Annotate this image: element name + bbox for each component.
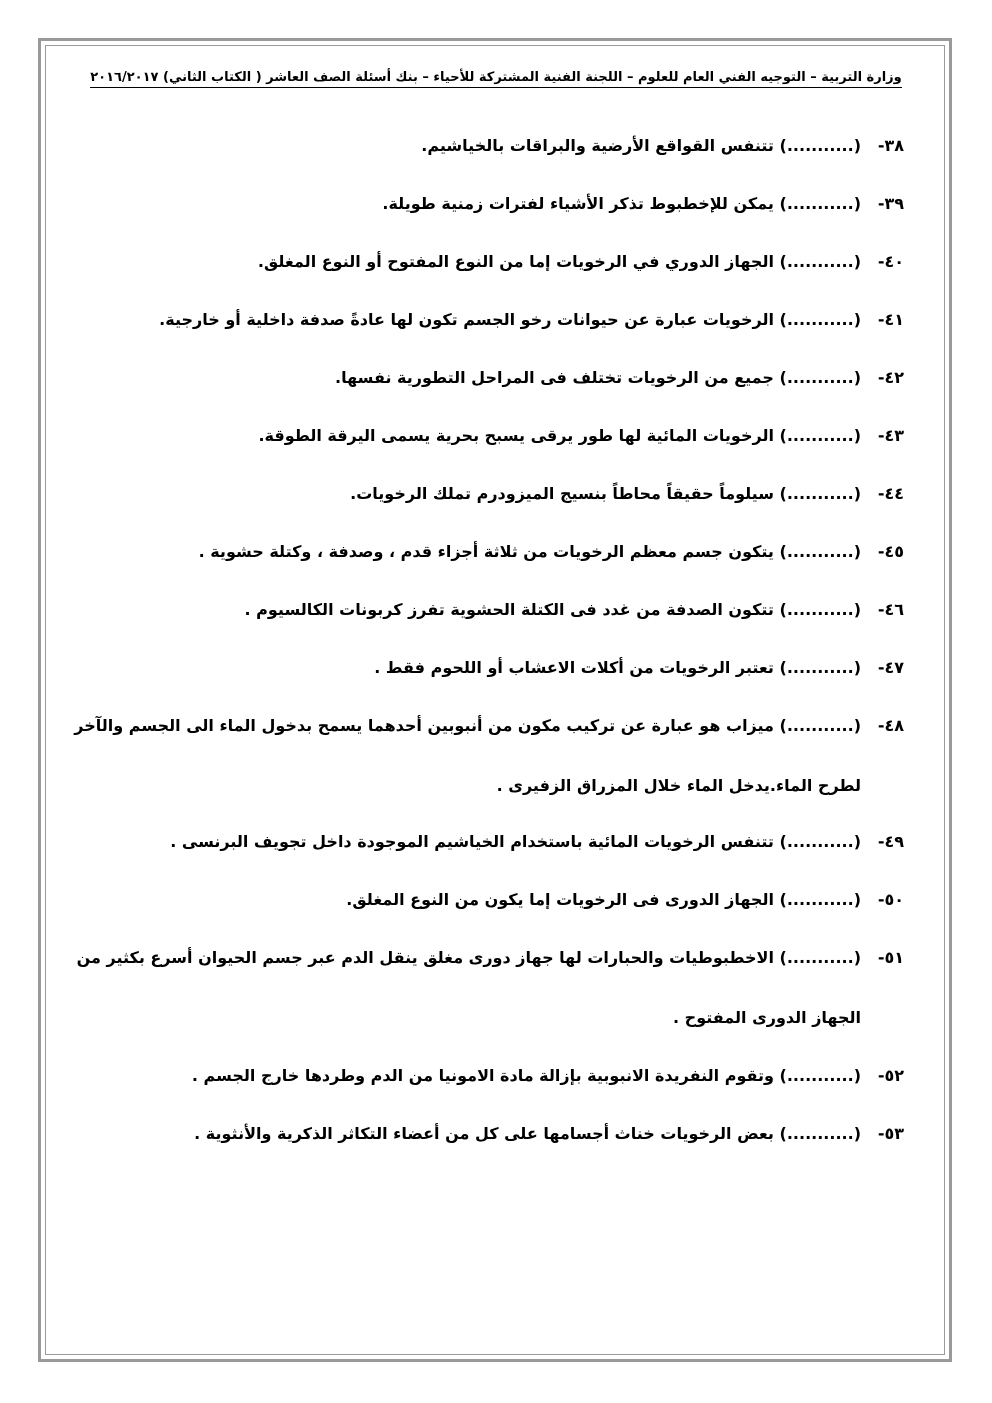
answer-blank[interactable]: (...........) xyxy=(779,136,861,155)
statement: جميع من الرخويات تختلف فى المراحل التطورية نفسها. xyxy=(335,368,774,387)
question-text xyxy=(245,600,861,620)
question-number: ٤٤- xyxy=(877,484,904,503)
question-number: ٥٣- xyxy=(877,1124,904,1143)
answer-blank[interactable]: (...........) xyxy=(779,542,861,561)
statement: يتكون جسم معظم الرخويات من ثلاثة أجزاء قدم ، وصدفة ، وكتلة حشوية . xyxy=(198,542,774,561)
question-text xyxy=(350,484,861,504)
answer-blank[interactable]: (...........) xyxy=(779,1066,861,1085)
answer-blank[interactable]: (...........) xyxy=(779,948,861,967)
statement: بعض الرخويات خناث أجسامها على كل من أعضاء التكاثر الذكرية والأنثوية . xyxy=(194,1124,774,1143)
statement: تتنفس الرخويات المائية باستخدام الخياشيم الموجودة داخل تجويف البرنسى . xyxy=(170,832,774,851)
question-number: ٤٢- xyxy=(877,368,904,387)
question-number: ٣٩- xyxy=(877,194,904,213)
question-number: ٤٣- xyxy=(877,426,904,445)
question-text xyxy=(335,368,861,388)
page-header xyxy=(0,66,992,88)
question-text xyxy=(346,890,861,910)
statement: الرخويات عبارة عن حيوانات رخو الجسم تكون لها عادةً صدفة داخلية أو خارجية. xyxy=(159,310,774,329)
answer-blank[interactable]: (...........) xyxy=(779,252,861,271)
answer-blank[interactable]: (...........) xyxy=(779,716,861,735)
question-text xyxy=(374,658,861,678)
question-continuation: لطرح الماء.يدخل الماء خلال المزراق الزفيرى . xyxy=(496,776,861,795)
answer-blank[interactable]: (...........) xyxy=(779,310,861,329)
question-text xyxy=(159,310,861,330)
statement: الجهاز الدوري في الرخويات إما من النوع المفتوح أو النوع المغلق. xyxy=(257,252,774,271)
question-text xyxy=(199,542,861,562)
answer-blank[interactable]: (...........) xyxy=(779,194,861,213)
statement: الجهاز الدورى فى الرخويات إما يكون من النوع المغلق. xyxy=(346,890,774,909)
answer-blank[interactable]: (...........) xyxy=(779,600,861,619)
statement: تتكون الصدفة من غدد فى الكتلة الحشوية تفرز كربونات الكالسيوم . xyxy=(244,600,774,619)
answer-blank[interactable]: (...........) xyxy=(779,426,861,445)
question-text xyxy=(77,948,861,968)
question-number: ٥٠- xyxy=(877,890,904,909)
statement: سيلوماً حقيقاً محاطاً بنسيج الميزودرم تملك الرخويات. xyxy=(350,484,774,503)
question-text xyxy=(74,716,861,736)
answer-blank[interactable]: (...........) xyxy=(779,484,861,503)
statement: يمكن للإخطبوط تذكر الأشياء لفترات زمنية طويلة. xyxy=(382,194,774,213)
question-number: ٤٨- xyxy=(877,716,904,735)
question-text xyxy=(258,426,861,446)
page-border-inner xyxy=(45,45,945,1355)
question-number: ٥٢- xyxy=(877,1066,904,1085)
question-number: ٤٦- xyxy=(877,600,904,619)
question-text xyxy=(192,1066,861,1086)
statement: وتقوم النفريدة الانبوبية بإزالة مادة الامونيا من الدم وطردها خارج الجسم . xyxy=(191,1066,774,1085)
statement: تعتبر الرخويات من أكلات الاعشاب أو اللحوم فقط . xyxy=(374,658,774,677)
statement: تتنفس القواقع الأرضية والبراقات بالخياشيم. xyxy=(421,136,774,155)
question-text xyxy=(382,194,861,214)
question-number: ٥١- xyxy=(877,948,904,967)
question-number: ٤٩- xyxy=(877,832,904,851)
question-text xyxy=(421,136,861,156)
answer-blank[interactable]: (...........) xyxy=(779,368,861,387)
statement: الرخويات المائية لها طور يرقى يسبح بحرية يسمى اليرقة الطوقة. xyxy=(258,426,774,445)
question-number: ٤١- xyxy=(877,310,904,329)
statement: ميزاب هو عبارة عن تركيب مكون من أنبوبين أحدهما يسمح بدخول الماء الى الجسم والآخر xyxy=(74,716,774,735)
question-text xyxy=(258,252,861,272)
question-number: ٣٨- xyxy=(877,136,904,155)
answer-blank[interactable]: (...........) xyxy=(779,1124,861,1143)
question-continuation: الجهاز الدورى المفتوح . xyxy=(673,1008,861,1027)
question-number: ٤٧- xyxy=(877,658,904,677)
question-text xyxy=(194,1124,861,1144)
statement: الاخطبوطيات والحبارات لها جهاز دورى مغلق ينقل الدم عبر جسم الحيوان أسرع بكثير من xyxy=(76,948,774,967)
question-number: ٤٠- xyxy=(877,252,904,271)
header-title: وزارة التربية – التوجيه الفني العام للعلوم – اللجنة الفنية المشتركة للأحياء – بنك أسئلة الصف العاشر ( الكتاب الثاني) ٢٠١٦/٢٠١٧ xyxy=(90,70,901,88)
answer-blank[interactable]: (...........) xyxy=(779,658,861,677)
question-text xyxy=(170,832,861,852)
answer-blank[interactable]: (...........) xyxy=(779,890,861,909)
answer-blank[interactable]: (...........) xyxy=(779,832,861,851)
question-number: ٤٥- xyxy=(877,542,904,561)
